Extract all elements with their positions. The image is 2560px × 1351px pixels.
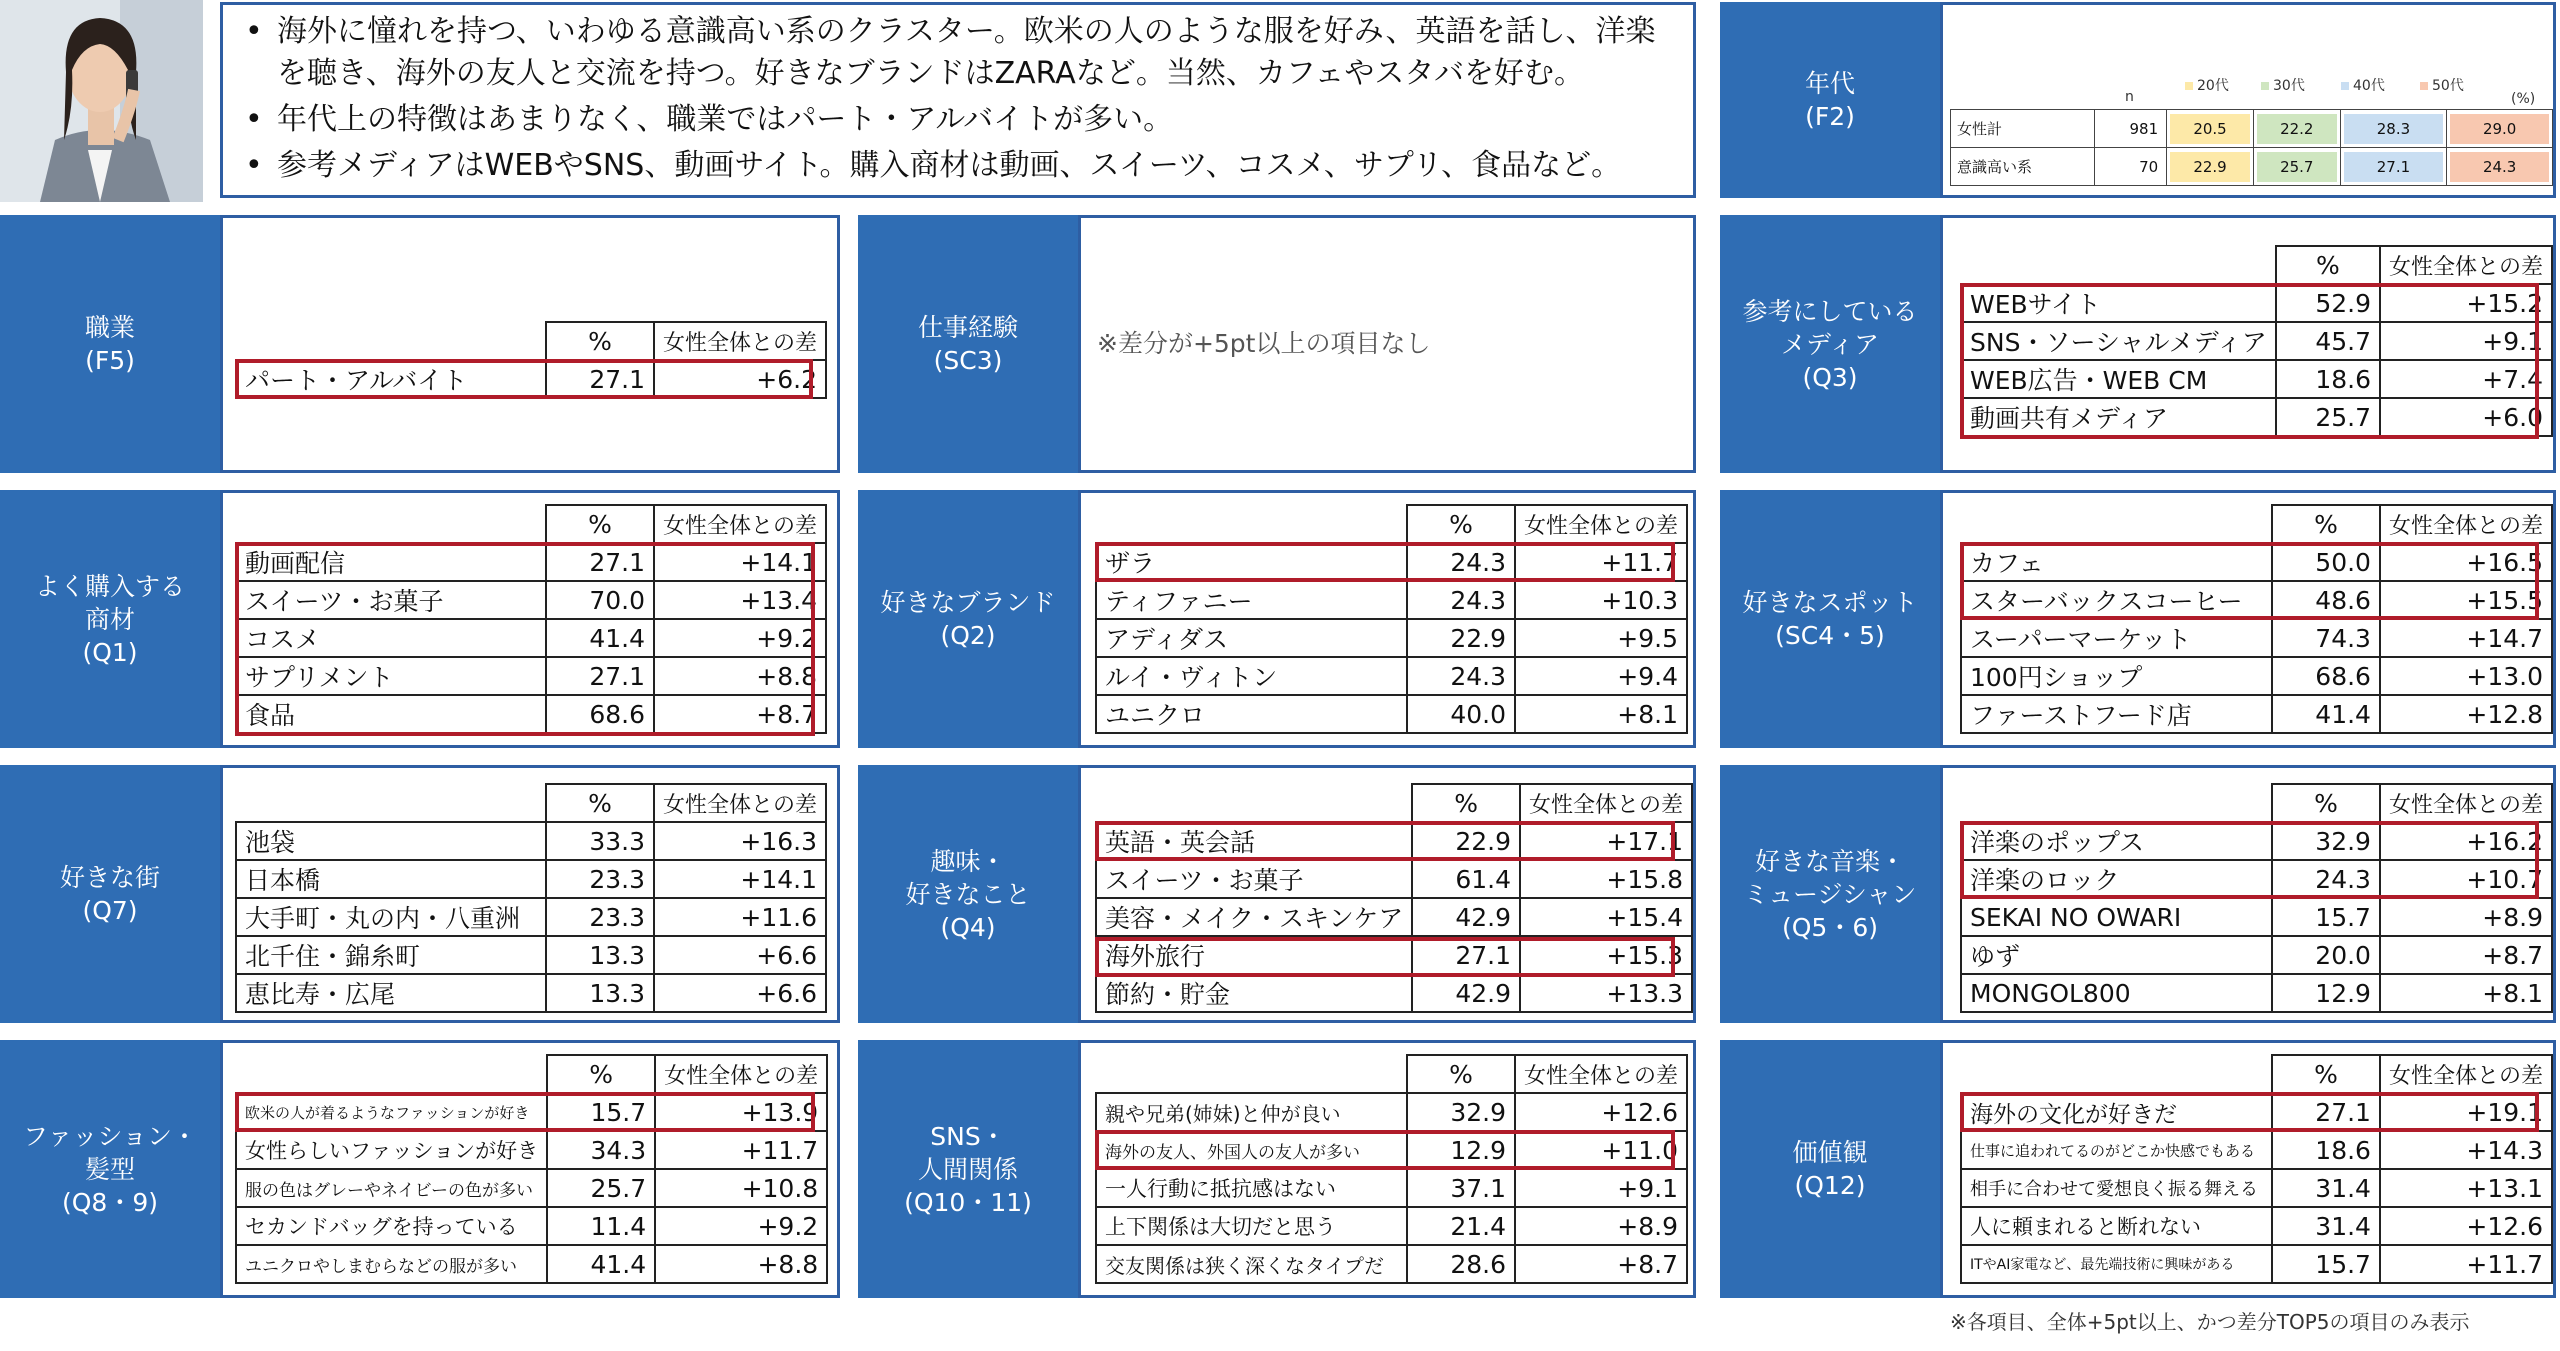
- table-row: 食品 68.6 +8.7: [236, 695, 826, 733]
- table-row: ゆず 20.0 +8.7: [1961, 936, 2552, 974]
- table-row: WEB広告・WEB CM 18.6 +7.4: [1961, 360, 2552, 398]
- table-row: カフェ 50.0 +16.5: [1961, 543, 2552, 581]
- work-panel: [1078, 215, 1696, 473]
- table-row: ユニクロやしまむらなどの服が多い 41.4 +8.8: [236, 1245, 827, 1283]
- fashion-table: % 女性全体との差 欧米の人が着るようなファッションが好き 15.7 +13.9 女性らしいファッションが好き 34.3 +11.7 服の色はグレーやネイビーの色が多い 25.7 +10.8 セカンドバッグを持っている 11.4 +9.2 ユニクロやしまむらなどの服が多い 41.4 +8.8: [235, 1054, 828, 1284]
- table-row: ユニクロ 40.0 +8.1: [1096, 695, 1687, 733]
- spot-label: 好きなスポット (SC4・5): [1720, 490, 1940, 748]
- age-seg-30s: 25.7: [2253, 148, 2340, 186]
- table-row: コスメ 41.4 +9.2: [236, 619, 826, 657]
- table-row: セカンドバッグを持っている 11.4 +9.2: [236, 1207, 827, 1245]
- hobby-table: % 女性全体との差 英語・英会話 22.9 +17.1 スイーツ・お菓子 61.4 +15.8 美容・メイク・スキンケア 42.9 +15.4 海外旅行 27.1 +15.3 節約・貯金 42.9 +13.3: [1095, 783, 1693, 1013]
- age-row-label: 女性計: [1951, 110, 2095, 148]
- music-label: 好きな音楽・ ミュージシャン (Q5・6): [1720, 765, 1940, 1023]
- table-row: 美容・メイク・スキンケア 42.9 +15.4: [1096, 898, 1692, 936]
- age-legend-50s: 50代: [2420, 75, 2464, 95]
- age-row: [1951, 148, 2553, 186]
- table-row: 仕事に追われてるのがどこか快感でもある 18.6 +14.3: [1961, 1131, 2552, 1169]
- table-row: 相手に合わせて愛想良く振る舞える 31.4 +13.1: [1961, 1169, 2552, 1207]
- table-row: 上下関係は大切だと思う 21.4 +8.9: [1096, 1207, 1687, 1245]
- table-row: ルイ・ヴィトン 24.3 +9.4: [1096, 657, 1687, 695]
- job-label: 職業 (F5): [0, 215, 220, 473]
- table-row: 女性らしいファッションが好き 34.3 +11.7: [236, 1131, 827, 1169]
- age-row-label: 意識高い系: [1951, 148, 2095, 186]
- age-legend-20s: 20代: [2185, 75, 2229, 95]
- table-row: 一人行動に抵抗感はない 37.1 +9.1: [1096, 1169, 1687, 1207]
- brand-panel: [1078, 490, 1696, 748]
- table-row: 動画配信 27.1 +14.1: [236, 543, 826, 581]
- spot-table: % 女性全体との差 カフェ 50.0 +16.5 スターバックスコーヒー 48.6 +15.5 スーパーマーケット 74.3 +14.7 100円ショップ 68.6 +13.0 ファーストフード店 41.4 +12.8: [1960, 504, 2553, 734]
- table-row: 海外の友人、外国人の友人が多い 12.9 +11.0: [1096, 1131, 1687, 1169]
- age-legend-30s: 30代: [2261, 75, 2305, 95]
- table-row: 大手町・丸の内・八重洲 23.3 +11.6: [236, 898, 826, 936]
- age-seg-40s: 27.1: [2340, 148, 2447, 186]
- values-panel: [1940, 1040, 2556, 1298]
- table-row: スイーツ・お菓子 61.4 +15.8: [1096, 860, 1692, 898]
- sns-panel: [1078, 1040, 1696, 1298]
- table-row: 池袋 33.3 +16.3: [236, 822, 826, 860]
- table-row: 欧米の人が着るようなファッションが好き 15.7 +13.9: [236, 1093, 827, 1131]
- age-table: [1950, 109, 2553, 186]
- age-row: [1951, 110, 2553, 148]
- hobby-label: 趣味・ 好きなこと (Q4): [858, 765, 1078, 1023]
- media-panel: [1940, 215, 2556, 473]
- age-unit: (%): [2511, 91, 2536, 107]
- table-row: 服の色はグレーやネイビーの色が多い 25.7 +10.8: [236, 1169, 827, 1207]
- media-table: % 女性全体との差 WEBサイト 52.9 +15.2 SNS・ソーシャルメディア 45.7 +9.1 WEB広告・WEB CM 18.6 +7.4 動画共有メディア 25.7 +6.0: [1960, 245, 2553, 437]
- table-row: 海外の文化が好きだ 27.1 +19.1: [1961, 1093, 2552, 1131]
- age-panel: [1940, 2, 2556, 198]
- purchase-panel: [220, 490, 840, 748]
- table-row: SNS・ソーシャルメディア 45.7 +9.1: [1961, 322, 2552, 360]
- summary-bullet-1: • 海外に憧れを持つ、いわゆる意識高い系のクラスター。欧米の人のような服を好み、英語を話し、洋楽を聴き、海外の友人と交流を持つ。好きなブランドはZARAなど。当然、カフェやスタバを好む。: [241, 11, 1675, 95]
- table-row: MONGOL800 12.9 +8.1: [1961, 974, 2552, 1012]
- table-row: 人に頼まれると断れない 31.4 +12.6: [1961, 1207, 2552, 1245]
- work-note: ※差分が+5pt以上の項目なし: [1097, 329, 1431, 358]
- age-row-n: 981: [2095, 110, 2167, 148]
- table-row: ティファニー 24.3 +10.3: [1096, 581, 1687, 619]
- table-row: スーパーマーケット 74.3 +14.7: [1961, 619, 2552, 657]
- age-row-n: 70: [2095, 148, 2167, 186]
- table-row: 節約・貯金 42.9 +13.3: [1096, 974, 1692, 1012]
- town-table: % 女性全体との差 池袋 33.3 +16.3 日本橋 23.3 +14.1 大手町・丸の内・八重洲 23.3 +11.6 北千住・錦糸町 13.3 +6.6 恵比寿・広尾 13.3 +6.6: [235, 783, 827, 1013]
- footnote: ※各項目、全体+5pt以上、かつ差分TOP5の項目のみ表示: [1950, 1310, 2470, 1334]
- table-row: SEKAI NO OWARI 15.7 +8.9: [1961, 898, 2552, 936]
- table-row: 動画共有メディア 25.7 +6.0: [1961, 398, 2552, 436]
- table-row: アディダス 22.9 +9.5: [1096, 619, 1687, 657]
- age-n-header: n: [2125, 89, 2134, 105]
- table-row: パート・アルバイト 27.1 +6.2: [236, 360, 826, 398]
- table-row: 英語・英会話 22.9 +17.1: [1096, 822, 1692, 860]
- table-row: 日本橋 23.3 +14.1: [236, 860, 826, 898]
- age-seg-50s: 29.0: [2447, 110, 2553, 148]
- table-row: スイーツ・お菓子 70.0 +13.4: [236, 581, 826, 619]
- summary-bullet-3: • 参考メディアはWEBやSNS、動画サイト。購入商材は動画、スイーツ、コスメ、サプリ、食品など。: [241, 145, 1675, 187]
- table-row: ITやAI家電など、最先端技術に興味がある 15.7 +11.7: [1961, 1245, 2552, 1283]
- table-row: 親や兄弟(姉妹)と仲が良い 32.9 +12.6: [1096, 1093, 1687, 1131]
- table-row: サプリメント 27.1 +8.8: [236, 657, 826, 695]
- age-seg-40s: 28.3: [2340, 110, 2447, 148]
- table-row: ザラ 24.3 +11.7: [1096, 543, 1687, 581]
- fashion-label: ファッション・ 髪型 (Q8・9): [0, 1040, 220, 1298]
- sns-table: % 女性全体との差 親や兄弟(姉妹)と仲が良い 32.9 +12.6 海外の友人、外国人の友人が多い 12.9 +11.0 一人行動に抵抗感はない 37.1 +9.1 上下関係は大切だと思う 21.4 +8.9 交友関係は狭く深くなタイプだ 28.6 +8.7: [1095, 1054, 1688, 1284]
- town-label: 好きな街 (Q7): [0, 765, 220, 1023]
- values-label: 価値観 (Q12): [1720, 1040, 1940, 1298]
- woman-phone-photo: [0, 0, 203, 202]
- town-panel: [220, 765, 840, 1023]
- sns-label: SNS・ 人間関係 (Q10・11): [858, 1040, 1078, 1298]
- pct-header: %: [546, 322, 654, 360]
- hobby-panel: [1078, 765, 1696, 1023]
- music-panel: [1940, 765, 2556, 1023]
- table-row: ファーストフード店 41.4 +12.8: [1961, 695, 2552, 733]
- music-table: % 女性全体との差 洋楽のポップス 32.9 +16.2 洋楽のロック 24.3 +10.7 SEKAI NO OWARI 15.7 +8.9 ゆず 20.0 +8.7 MONGOL800 12.9 +8.1: [1960, 783, 2553, 1013]
- age-seg-20s: 22.9: [2167, 148, 2254, 186]
- work-label: 仕事経験 (SC3): [858, 215, 1078, 473]
- job-table: [235, 321, 827, 399]
- diff-header: 女性全体との差: [654, 322, 826, 360]
- age-legend-40s: 40代: [2341, 75, 2385, 95]
- purchase-label: よく購入する 商材 (Q1): [0, 490, 220, 748]
- age-seg-50s: 24.3: [2447, 148, 2553, 186]
- job-panel: [220, 215, 840, 473]
- person-illustration-icon: [0, 0, 203, 202]
- purchase-table: % 女性全体との差 動画配信 27.1 +14.1 スイーツ・お菓子 70.0 +13.4 コスメ 41.4 +9.2 サプリメント 27.1 +8.8 食品 68.6 +8.7: [235, 504, 827, 734]
- media-label: 参考にしている メディア (Q3): [1720, 215, 1940, 473]
- table-row: 交友関係は狭く深くなタイプだ 28.6 +8.7: [1096, 1245, 1687, 1283]
- summary-bullet-2: • 年代上の特徴はあまりなく、職業ではパート・アルバイトが多い。: [241, 99, 1675, 141]
- brand-label: 好きなブランド (Q2): [858, 490, 1078, 748]
- table-row: 恵比寿・広尾 13.3 +6.6: [236, 974, 826, 1012]
- spot-panel: [1940, 490, 2556, 748]
- table-row: 北千住・錦糸町 13.3 +6.6: [236, 936, 826, 974]
- cluster-summary-box: [220, 2, 1696, 198]
- values-table: % 女性全体との差 海外の文化が好きだ 27.1 +19.1 仕事に追われてるのがどこか快感でもある 18.6 +14.3 相手に合わせて愛想良く振る舞える 31.4 +13.1 人に頼まれると断れない 31.4 +12.6 ITやAI家電など、最先端技術に興味がある 15.7 +11.7: [1960, 1054, 2553, 1284]
- table-row: 洋楽のロック 24.3 +10.7: [1961, 860, 2552, 898]
- table-row: スターバックスコーヒー 48.6 +15.5: [1961, 581, 2552, 619]
- brand-table: % 女性全体との差 ザラ 24.3 +11.7 ティファニー 24.3 +10.3 アディダス 22.9 +9.5 ルイ・ヴィトン 24.3 +9.4 ユニクロ 40.0 +8.1: [1095, 504, 1688, 734]
- table-row: WEBサイト 52.9 +15.2: [1961, 284, 2552, 322]
- table-row: 100円ショップ 68.6 +13.0: [1961, 657, 2552, 695]
- table-row: 洋楽のポップス 32.9 +16.2: [1961, 822, 2552, 860]
- table-row: 海外旅行 27.1 +15.3: [1096, 936, 1692, 974]
- fashion-panel: [220, 1040, 840, 1298]
- age-label: 年代 (F2): [1720, 2, 1940, 198]
- age-seg-20s: 20.5: [2167, 110, 2254, 148]
- age-seg-30s: 22.2: [2253, 110, 2340, 148]
